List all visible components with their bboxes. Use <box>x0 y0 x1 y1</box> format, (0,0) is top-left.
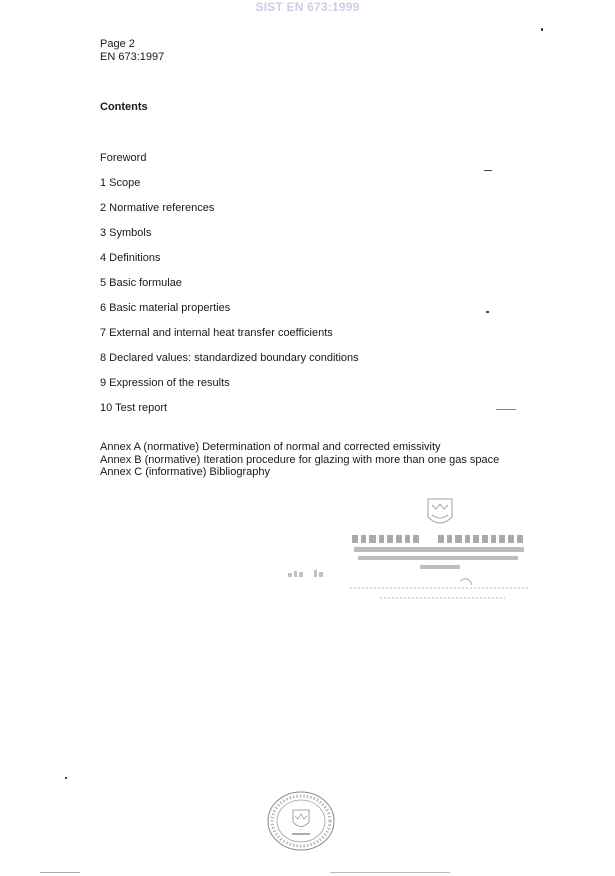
table-of-contents <box>100 151 359 426</box>
scan-speck <box>65 777 67 779</box>
contents-heading: Contents <box>100 101 148 113</box>
annex-entry-c: Annex C (informative) Bibliography <box>100 466 270 478</box>
toc-entry-expression-of-results: 9 Expression of the results <box>100 377 230 389</box>
scan-speck <box>40 872 80 873</box>
smudge-marks-icon <box>288 568 328 582</box>
toc-entry-declared-values: 8 Declared values: standardized boundary conditions <box>100 352 359 364</box>
page-number: Page 2 <box>100 38 135 50</box>
scan-speck <box>541 28 543 31</box>
toc-entry-heat-transfer-coefficients: 7 External and internal heat transfer coefficients <box>100 327 333 339</box>
scan-speck <box>484 170 492 171</box>
toc-entry-basic-formulae: 5 Basic formulae <box>100 277 182 289</box>
toc-entry-normative-references: 2 Normative references <box>100 202 215 214</box>
annex-entry-a: Annex A (normative) Determination of normal and corrected emissivity <box>100 441 441 453</box>
toc-entry-definitions: 4 Definitions <box>100 252 161 264</box>
toc-entry-basic-material-properties: 6 Basic material properties <box>100 302 231 314</box>
toc-entry-symbols: 3 Symbols <box>100 227 152 239</box>
toc-entry-test-report: 10 Test report <box>100 402 168 414</box>
annex-entry-b: Annex B (normative) Iteration procedure for glazing with more than one gas space <box>100 453 500 466</box>
scan-speck <box>496 409 516 410</box>
toc-entry-scope: 1 Scope <box>100 177 141 189</box>
annex-list <box>100 441 499 479</box>
circular-seal-icon <box>266 790 336 852</box>
scan-speck <box>330 872 450 873</box>
scan-speck <box>486 311 489 313</box>
page-header <box>100 38 164 64</box>
official-stamp-icon <box>340 495 540 615</box>
document-watermark: SIST EN 673:1999 <box>255 0 360 14</box>
standard-number: EN 673:1997 <box>100 51 165 63</box>
toc-entry-foreword: Foreword <box>100 152 147 164</box>
